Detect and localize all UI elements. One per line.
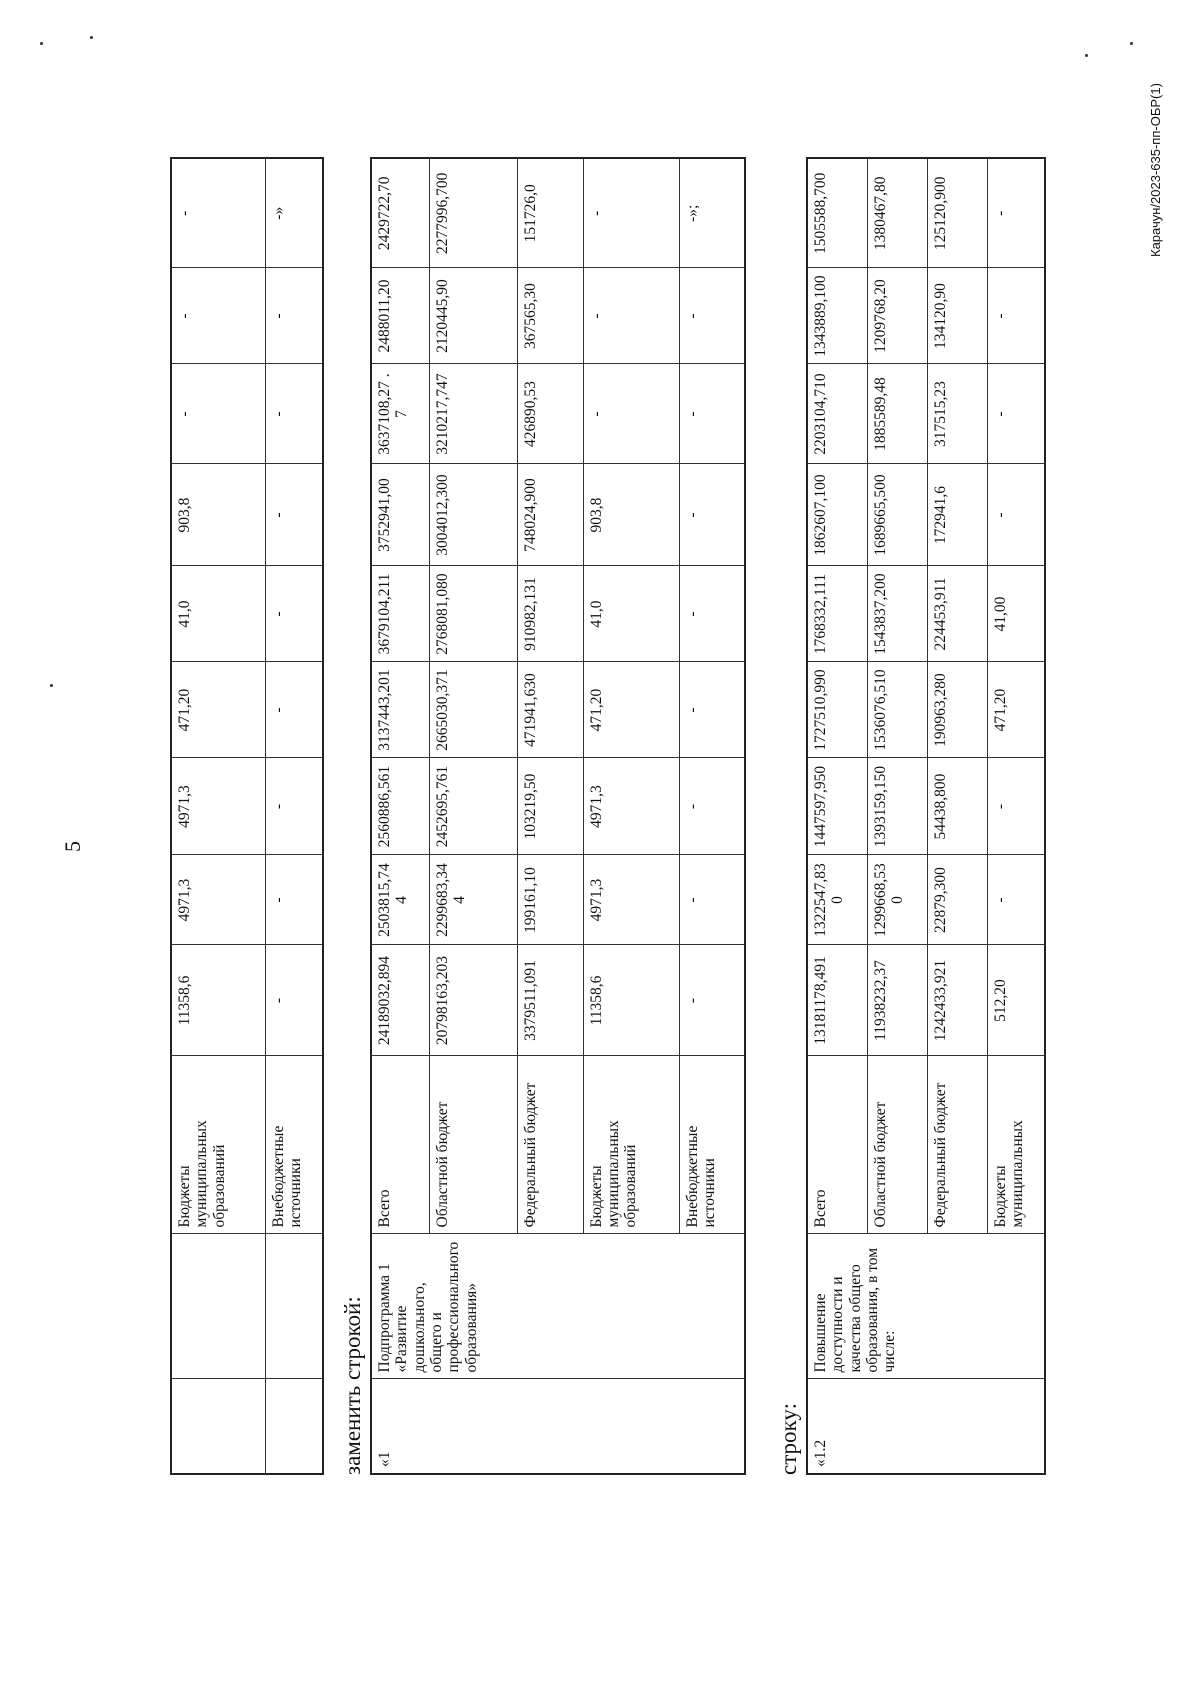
value-cell: 903,8 (583, 464, 679, 566)
value-cell: - (265, 566, 323, 662)
value-cell: 903,8 (171, 464, 265, 566)
funding-source-cell: Областной бюджет (429, 1056, 517, 1234)
funding-source-cell: Внебюджетные источники (679, 1056, 745, 1234)
value-cell: - (987, 464, 1045, 566)
value-cell: 1768332,111 (807, 566, 867, 662)
table-row (265, 158, 323, 1474)
value-cell: 2277996,700 (429, 158, 517, 268)
value-cell: 172941,6 (927, 464, 987, 566)
value-cell: 471,20 (171, 662, 265, 758)
value-cell: - (171, 158, 265, 268)
funding-source-cell: Бюджеты муниципальных (987, 1056, 1045, 1234)
value-cell: 3210217,747 (429, 364, 517, 464)
value-cell: 1242433,921 (927, 945, 987, 1056)
value-cell: - (987, 758, 1045, 855)
value-cell: 224453,911 (927, 566, 987, 662)
value-cell: - (265, 364, 323, 464)
value-cell: - (679, 758, 745, 855)
table-row (171, 158, 265, 1474)
value-cell: 2299683,344 (429, 855, 517, 945)
value-cell: 4971,3 (583, 855, 679, 945)
value-cell: 1209768,20 (867, 268, 927, 364)
value-cell: -» (265, 158, 323, 268)
funding-source-cell: Федеральный бюджет (517, 1056, 583, 1234)
value-cell: 1447597,950 (807, 758, 867, 855)
value-cell: 1543837,200 (867, 566, 927, 662)
scan-speck (90, 36, 93, 39)
program-name-cell: Подпрограмма 1 «Развитие дошкольного, общего и профессионального образования» (371, 1234, 745, 1379)
value-cell: 2203104,710 (807, 364, 867, 464)
value-cell: 1727510,990 (807, 662, 867, 758)
value-cell: 426890,53 (517, 364, 583, 464)
document-id: Карачун/2023-635-пп-ОБР(1) (1148, 83, 1163, 257)
value-cell: 4971,3 (583, 758, 679, 855)
value-cell: 41,0 (171, 566, 265, 662)
program-name-cell (265, 1234, 323, 1379)
value-cell: 2429722,70 (371, 158, 429, 268)
value-cell: 1536076,510 (867, 662, 927, 758)
table-top-fragment (170, 157, 324, 1475)
value-cell: 2452695,761 (429, 758, 517, 855)
value-cell: 1343889,100 (807, 268, 867, 364)
value-cell: 134120,90 (927, 268, 987, 364)
program-name-cell (171, 1234, 265, 1379)
value-cell: 2120445,90 (429, 268, 517, 364)
value-cell: - (987, 268, 1045, 364)
funding-source-cell: Всего (807, 1056, 867, 1234)
value-cell: 199161,10 (517, 855, 583, 945)
value-cell: - (583, 364, 679, 464)
value-cell: - (679, 662, 745, 758)
scan-speck (50, 684, 53, 687)
value-cell: 3137443,201 (371, 662, 429, 758)
value-cell: - (987, 158, 1045, 268)
value-cell: 2560886,561 (371, 758, 429, 855)
value-cell: 1885589,48 (867, 364, 927, 464)
value-cell: - (679, 945, 745, 1056)
value-cell: 367565,30 (517, 268, 583, 364)
value-cell: -»; (679, 158, 745, 268)
value-cell: - (679, 464, 745, 566)
scan-speck (40, 42, 43, 45)
row-number-cell: «1 (371, 1379, 745, 1474)
table-item-1-2 (806, 157, 1046, 1475)
value-cell: - (987, 364, 1045, 464)
value-cell: - (583, 158, 679, 268)
value-cell: 13181178,491 (807, 945, 867, 1056)
value-cell: - (265, 945, 323, 1056)
value-cell: - (987, 855, 1045, 945)
value-cell: 4971,3 (171, 758, 265, 855)
value-cell: 125120,900 (927, 158, 987, 268)
value-cell: 11358,6 (171, 945, 265, 1056)
value-cell: 748024,900 (517, 464, 583, 566)
heading-replace-row: заменить строкой: (340, 1296, 365, 1475)
value-cell: 471,20 (583, 662, 679, 758)
value-cell: 1380467,80 (867, 158, 927, 268)
value-cell: 4971,3 (171, 855, 265, 945)
program-name-cell: Повышение доступности и качества общего образования, в том числе: (807, 1234, 1045, 1379)
value-cell: - (265, 268, 323, 364)
value-cell: - (679, 364, 745, 464)
value-cell: - (265, 464, 323, 566)
value-cell: - (679, 268, 745, 364)
funding-source-cell: Федеральный бюджет (927, 1056, 987, 1234)
value-cell: - (679, 566, 745, 662)
value-cell: 20798163,203 (429, 945, 517, 1056)
value-cell: 512,20 (987, 945, 1045, 1056)
value-cell: 54438,800 (927, 758, 987, 855)
value-cell: 1322547,830 (807, 855, 867, 945)
value-cell: 2503815,744 (371, 855, 429, 945)
value-cell: 471941,630 (517, 662, 583, 758)
value-cell: 3752941,00 (371, 464, 429, 566)
table-row (371, 158, 429, 1474)
value-cell: 11938232,37 (867, 945, 927, 1056)
value-cell: 11358,6 (583, 945, 679, 1056)
scan-speck (1085, 54, 1088, 57)
funding-source-cell: Бюджеты муниципальных образований (171, 1056, 265, 1234)
row-number-cell (265, 1379, 323, 1474)
value-cell: 910982,131 (517, 566, 583, 662)
value-cell: 317515,23 (927, 364, 987, 464)
value-cell: 3004012,300 (429, 464, 517, 566)
value-cell: 22879,300 (927, 855, 987, 945)
heading-row: строку: (776, 1403, 801, 1475)
value-cell: 41,00 (987, 566, 1045, 662)
funding-source-cell: Внебюджетные источники (265, 1056, 323, 1234)
value-cell: 2665030,371 (429, 662, 517, 758)
funding-source-cell: Областной бюджет (867, 1056, 927, 1234)
value-cell: 1862607,100 (807, 464, 867, 566)
value-cell: - (265, 855, 323, 945)
value-cell: 1393159,150 (867, 758, 927, 855)
value-cell: 2768081,080 (429, 566, 517, 662)
value-cell: 1689665,500 (867, 464, 927, 566)
value-cell: 41,0 (583, 566, 679, 662)
table-row (807, 158, 867, 1474)
value-cell: 151726,0 (517, 158, 583, 268)
funding-source-cell: Всего (371, 1056, 429, 1234)
value-cell: 3637108,27 . 7 (371, 364, 429, 464)
value-cell: 24189032,894 (371, 945, 429, 1056)
value-cell: - (265, 758, 323, 855)
value-cell: 2488011,20 (371, 268, 429, 364)
value-cell: 1299668,530 (867, 855, 927, 945)
row-number-cell: «1.2 (807, 1379, 1045, 1474)
value-cell: - (679, 855, 745, 945)
value-cell: 3379511,091 (517, 945, 583, 1056)
value-cell: 103219,50 (517, 758, 583, 855)
table-subprogram-1 (370, 157, 746, 1475)
value-cell: - (583, 268, 679, 364)
value-cell: 1505588,700 (807, 158, 867, 268)
row-number-cell (171, 1379, 265, 1474)
value-cell: 190963,280 (927, 662, 987, 758)
value-cell: 3679104,211 (371, 566, 429, 662)
value-cell: - (265, 662, 323, 758)
funding-source-cell: Бюджеты муниципальных образований (583, 1056, 679, 1234)
value-cell: 471,20 (987, 662, 1045, 758)
page-number: 5 (60, 841, 85, 852)
scan-speck (1130, 42, 1133, 45)
value-cell: - (171, 364, 265, 464)
value-cell: - (171, 268, 265, 364)
